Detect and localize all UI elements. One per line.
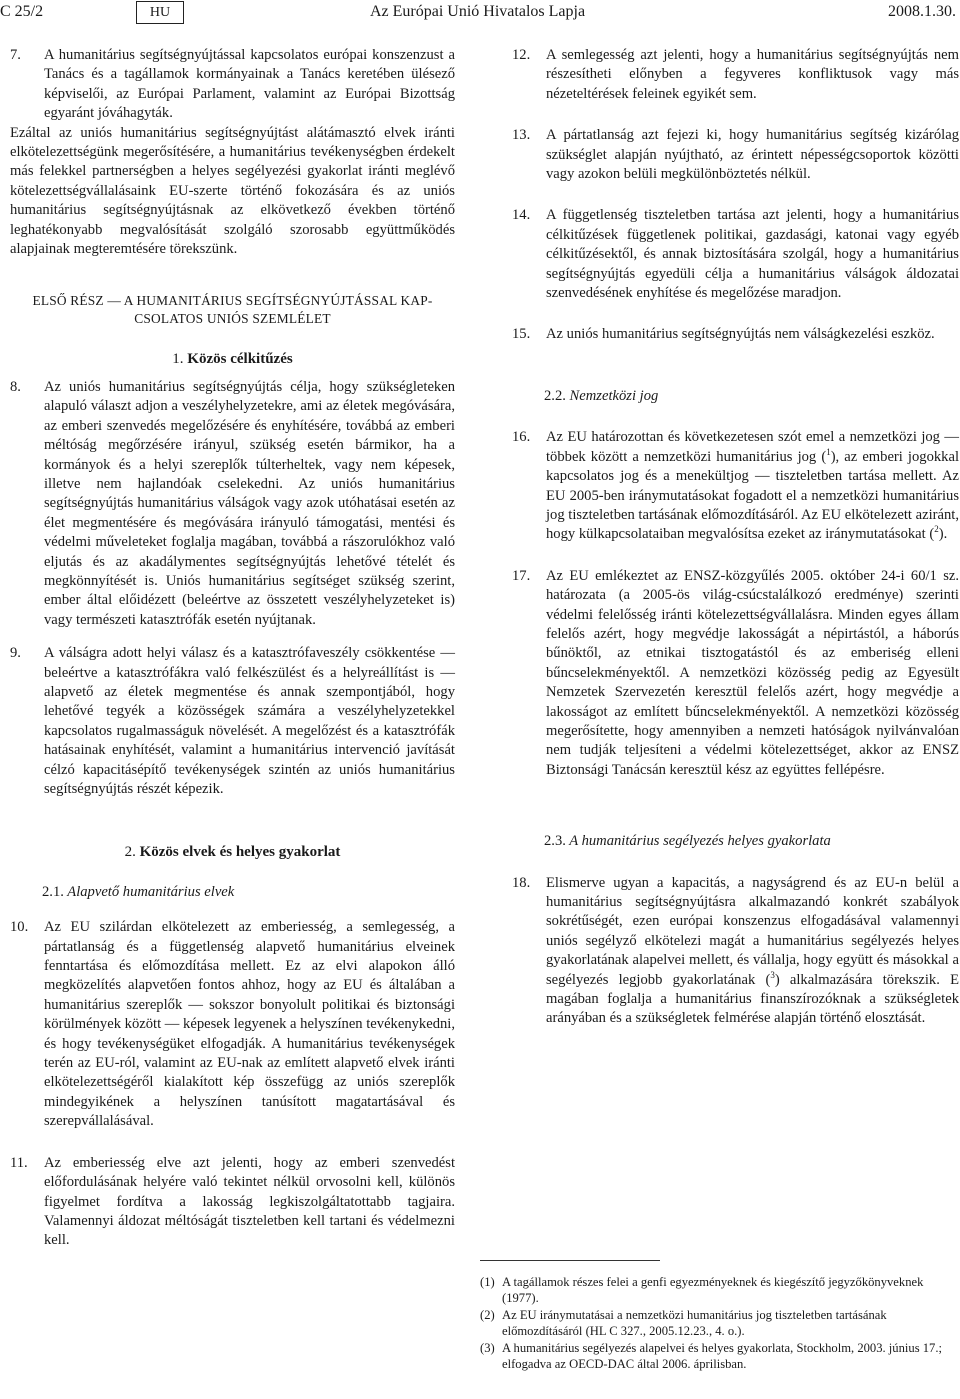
footnote-1: (1) A tagállamok részes felei a genfi egyezményeknek és kiegészítő jegyzőkönyveknek (1977). [480, 1275, 924, 1305]
section-1-title: 1. Közös célkitűzés [172, 351, 293, 368]
footnote-ref-3[interactable]: 3 [770, 969, 775, 980]
subsection-2-2-title: 2.2. Nemzetközi jog [544, 387, 659, 404]
paragraph-14 [512, 206, 959, 303]
paragraph-9 [10, 644, 455, 799]
paragraph-number: 14. [512, 207, 531, 224]
language-box: HU [136, 1, 184, 24]
paragraph-16 [512, 428, 959, 544]
paragraph-text: Az EU határozottan és következetesen szót emel a nemzetközi jog — többek között a nemzetközi humanitárius jog ($^1$), az emberi jogokkal kapcsolatos jog és a menekültjog — tiszteletben tartása mellett. Az EU 2005-ben iránymutatásokat fogadott el a nemzetközi humanitárius jog tiszteletben tartásának előmozdításáról. Az EU elkötelezett aziránt, hogy külkapcsolataiban megvalósítsa ezeket az iránymutatásokat ($^2$). [546, 429, 960, 543]
issue-date: 2008.1.30. [888, 3, 956, 20]
paragraph-text: Az emberiesség elve azt jelenti, hogy az emberi szenvedést előfordulásának helyére való tekintet nélkül orvosolni kell, különös figyelmet fordítva a lakosság legkiszolgáltatottabb tagjaira. Valamennyi áldozat méltóságát tiszteletben kell tartani és védelmezni kell. [44, 1154, 455, 1249]
paragraph-number: 10. [10, 919, 29, 936]
paragraph-text: Az EU emlékeztet az ENSZ-közgyűlés 2005. október 24-i 60/1 sz. határozata (a 2005-ös világ-csúcstalálkozó eredménye) szerinti védelmi felelősség iránti kötelezettségvállalásra. Minden egyes állam felelős azért, hogy megvédje lakosságát a népirtástól, a háborús bűnöktől, az etnikai tisztogatástól és az emberiség elleni bűncselekményektől. A nemzetközi közösség pedig az Egyesült Nemzetek Szervezetén keresztül felelős azért, hogy megvédje a lakosságot az említett bűncselekményektől. A nemzetközi közösség megerősítette, hogy amennyiben a nemzeti hatóságok nyilvánvalóan nem tudják teljesíteni a védelmi kötelezettséget, akkor az ENSZ Biztonsági Tanácsán keresztül kész az együttes fellépésre. [546, 567, 959, 778]
paragraph-11 [10, 1154, 455, 1251]
footnote-separator [480, 1260, 660, 1261]
paragraph-12 [512, 46, 959, 104]
paragraph-text: A semlegesség azt jelenti, hogy a humanitárius segítségnyújtás nem részesítheti előnyben a fegyveres konfliktusok vagy más nézeteltérések feleinek egyikét sem. [546, 47, 959, 102]
page-number: C 25/2 [0, 3, 44, 20]
paragraph-13 [512, 126, 959, 184]
footnote-3: (3) A humanitárius segélyezés alapelvei és helyes gyakorlata, Stockholm, 2003. június 17.; elfogadva az OECD-DAC által 2006. áprilisban. [480, 1341, 942, 1371]
paragraph-text: A pártatlanság azt fejezi ki, hogy humanitárius segítség kizárólag szükséglet alapján nyújtható, az érintett népességcsoportok közötti vagy azokon belüli megkülönböztetés nélkül. [546, 127, 959, 183]
paragraph-10 [10, 918, 455, 1131]
paragraph-number: 17. [512, 567, 531, 584]
footnote-ref-2[interactable]: 2 [934, 524, 939, 535]
right-column [512, 46, 959, 1029]
part-title: ELSŐ RÉSZ — A HUMANITÁRIUS SEGÍTSÉGNYÚJTÁSSAL KAP-CSOLATOS UNIÓS SZEMLÉLET [32, 293, 433, 327]
paragraph-17 [512, 567, 959, 780]
journal-title: Az Európai Unió Hivatalos Lapja [370, 3, 586, 20]
paragraph-number: 13. [512, 127, 531, 144]
paragraph-text: Elismerve ugyan a kapacitás, a nagyságrend és az EU-n belül a humanitárius segítségnyújtásra alkalmazandó konkrét szabályok sokrétűségét, ezen európai konszenzus elfogadásával valamennyi uniós segélyző elkötelezi magát a humanitárius segélyezés helyes gyakorlatának alapelvei mellett, és vállalja, hogy együtt és másokkal a segélyezés legjobb gyakorlatának ($^3$) alkalmazására törekszik. E magában foglalja a humanitárius finanszírozóknak a szükségletek arányában és a szükségletek felmérése alapján történő elosztását. [546, 874, 959, 1027]
paragraph-number: 7. [10, 47, 21, 63]
paragraph-number: 11. [10, 1154, 28, 1171]
paragraph-text: A válságra adott helyi válasz és a katasztrófaveszély csökkentése — beleértve a katasztrófákra való felkészülést és a helyreállítást is — alapvető az életek megmentése és annak szempontjából, hogy lehetővé tegyék a közösségek számára a veszélyhelyzetekkel kapcsolatos rugalmasságuk növelését. A megelőzést és a katasztrófák hatásainak enyhítését, valamint a humanitárius intervenció javítását célzó kapacitásépítő tevékenységek szintén az uniós humanitárius segítségnyújtás részét képezik. [44, 645, 455, 797]
subsection-2-1-title: 2.1. Alapvető humanitárius elvek [42, 883, 235, 900]
paragraph-text: A humanitárius segítségnyújtással kapcsolatos európai konszenzust a Tanács és a tagállamok kormányainak a Tanács keretében ülésező képviselői, az Európai Parlament, valamint az Európai Bizottság egyaránt jóváhagyták. [44, 47, 455, 122]
page-header [0, 0, 960, 26]
subsection-2-3-title: 2.3. A humanitárius segélyezés helyes gyakorlata [544, 833, 831, 850]
footnote-2: (2) Az EU iránymutatásai a nemzetközi humanitárius jog tiszteletben tartásának előmozdításáról (HL C 327., 2005.12.23., 4. o.). [480, 1308, 887, 1338]
paragraph-text: Az uniós humanitárius segítségnyújtás célja, hogy szükségleteken alapuló választ adjon a veszélyhelyzetekre, ami az életek megóvására, az emberi szenvedés megelőzésére és enyhítésére, továbbá az emberi méltóság megőrzésére irányul, szükség esetén bármikor, ha a kormányok és a helyi szereplők túlterheltek, vagy nem képesek, illetve nem hajlandóak cselekedni. Az uniós humanitárius segítségnyújtás humanitárius válságok vagy azok utóhatásai esetén az élet megmentésére és megóvására irányuló támogatási, mentési és védelmi műveleteket foglalja magában, továbbá a rászorulókhoz való eljutás és az akadálymentes segítségnyújtás lehetővé tételét és megkönnyítését is. Uniós humanitárius segítséget szükség szerint, ember által előidézett (beleértve az összetett veszélyhelyzeteket is) vagy természeti katasztrófák esetén nyújtanak. [44, 378, 455, 628]
paragraph-15 [512, 325, 959, 344]
paragraph-text: Az uniós humanitárius segítségnyújtás nem válságkezelési eszköz. [546, 326, 935, 343]
section-2-title: 2. Közös elvek és helyes gyakorlat [124, 844, 341, 861]
paragraph-8 [10, 378, 455, 630]
footnote-ref-1[interactable]: 1 [826, 446, 831, 457]
paragraph-number: 18. [512, 874, 531, 891]
paragraph-18 [512, 874, 959, 1029]
paragraph-7-continued: Ezáltal az uniós humanitárius segítségnyújtást alátámasztó elvek iránti elkötelezettségünk megerősítésére, a humanitárius tevékenységben érdekelt más felekkel partnerségben a helyes segélyezési gyakorlat iránti meglévő kötelezettségvállalásaink EU-szerte történő fokozására és az uniós humanitárius segítségnyújtásnak az elkövetkező években történő leghatékonyabb megvalósítását szolgáló szorosabb együttműködés alapjainak megteremtésére törekszünk. [10, 124, 455, 258]
paragraph-number: 12. [512, 47, 531, 63]
paragraph-text: A függetlenség tiszteletben tartása azt jelenti, hogy a humanitárius célkitűzések függetlenek politikai, gazdasági, katonai vagy egyéb célkitűzésektől, és annak biztosítására szolgál, hogy a humanitárius segítségnyújtás egyedüli célja a humanitárius válságok áldozatai szenvedésének enyhítése és megelőzése maradjon. [546, 207, 959, 302]
paragraph-number: 16. [512, 429, 531, 446]
paragraph-number: 8. [10, 378, 21, 395]
left-column [10, 46, 455, 1251]
paragraph-7 [10, 46, 455, 124]
paragraph-number: 15. [512, 326, 531, 343]
footnotes [480, 1260, 960, 1373]
paragraph-text: Az EU szilárdan elkötelezett az emberiesség, a semlegesség, a pártatlanság és a függetlenség alapvető humanitárius elveinek fenntartása és előmozdítása mellett. Ez az elvi alapokon álló megközelítés alapvetően fontos ahhoz, hogy az EU és általában a humanitárius szereplők — sokszor bonyolult politikai és biztonsági körülmények között — képesek legyenek a helyszínen tevékenykedni, és hogy tevékenységüket elfogadják. A humanitárius tevékenységek terén az EU-ról, valamint az EU-nak az említett alapvető elvek iránti elkötelezettségéről kialakított kép összefügg az uniós szereplők mindegyikének a helyszínen tanúsított magatartásával és szerepvállalásával. [44, 919, 455, 1130]
paragraph-number: 9. [10, 645, 21, 662]
